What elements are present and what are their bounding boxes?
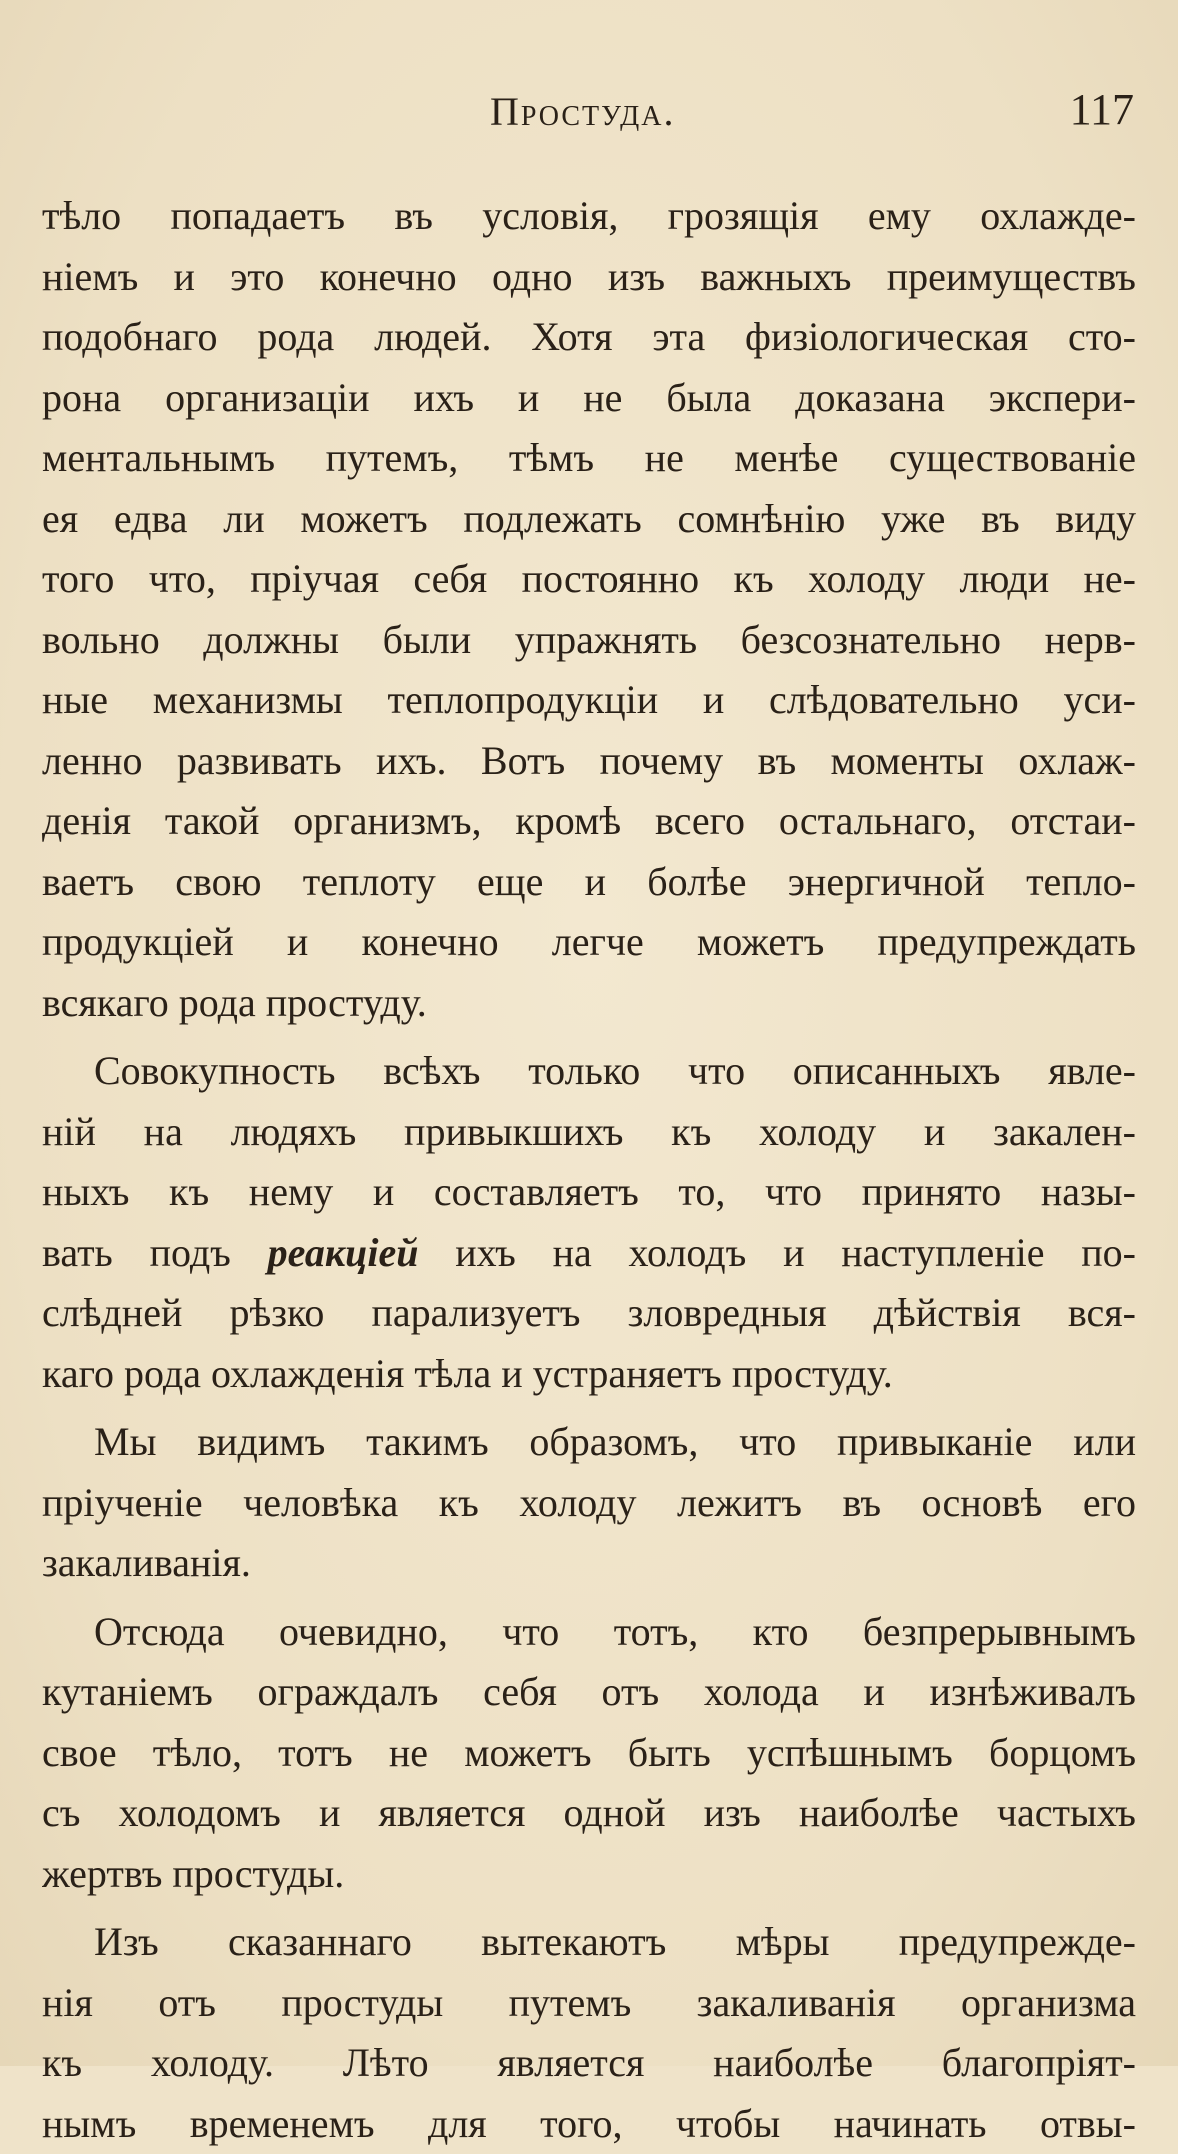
page-header <box>0 88 1178 148</box>
text-line: свое тѣло, тотъ не можетъ быть успѣшнымъ борцомъ <box>42 1723 1136 1784</box>
text-line: продукціей и конечно легче можетъ предупреждать <box>42 912 1136 973</box>
text-line: всякаго рода простуду. <box>42 973 1136 1034</box>
text-line: ленно развивать ихъ. Вотъ почему въ моменты охлаж- <box>42 731 1136 792</box>
text-line: закаливанія. <box>42 1533 1136 1594</box>
text-line: къ холоду. Лѣто является наиболѣе благопріят- <box>42 2033 1136 2094</box>
text-line: нія отъ простуды путемъ закаливанія организма <box>42 1973 1136 2034</box>
text-line: рона организаціи ихъ и не была доказана экспери- <box>42 368 1136 429</box>
page-number: 117 <box>1070 84 1134 135</box>
text-line: нымъ временемъ для того, чтобы начинать отвы- <box>42 2094 1136 2154</box>
text-line <box>42 1223 1136 1284</box>
text-line: вольно должны были упражнять безсознательно нерв- <box>42 610 1136 671</box>
text-line: ніемъ и это конечно одно изъ важныхъ преимуществъ <box>42 247 1136 308</box>
text-segment: вать подъ <box>42 1230 268 1275</box>
text-line: Мы видимъ такимъ образомъ, что привыканіе или <box>42 1412 1136 1473</box>
text-line: ея едва ли можетъ подлежать сомнѣнію уже въ виду <box>42 489 1136 550</box>
text-line: ній на людяхъ привыкшихъ къ холоду и закален- <box>42 1102 1136 1163</box>
text-line: слѣдней рѣзко парализуетъ зловредныя дѣйствія вся- <box>42 1283 1136 1344</box>
text-line: ваетъ свою теплоту еще и болѣе энергичной тепло- <box>42 852 1136 913</box>
running-title: Простуда. <box>490 88 675 135</box>
emphasized-term: реакціей <box>268 1230 419 1275</box>
text-line: подобнаго рода людей. Хотя эта физiологическая сто- <box>42 307 1136 368</box>
text-line: ныхъ къ нему и составляетъ то, что принято назы- <box>42 1162 1136 1223</box>
body-text <box>42 186 1136 2154</box>
text-line: денія такой организмъ, кромѣ всего остальнаго, отстаи- <box>42 791 1136 852</box>
text-segment: ихъ на холодъ и наступленіе по- <box>418 1230 1136 1275</box>
text-line: Изъ сказаннаго вытекаютъ мѣры предупрежде- <box>42 1912 1136 1973</box>
text-line: тѣло попадаетъ въ условія, грозящія ему охлажде- <box>42 186 1136 247</box>
text-line: того что, пріучая себя постоянно къ холоду люди не- <box>42 549 1136 610</box>
text-line: жертвъ простуды. <box>42 1844 1136 1905</box>
text-line: съ холодомъ и является одной изъ наиболѣе частыхъ <box>42 1783 1136 1844</box>
text-line: Совокупность всѣхъ только что описанныхъ явле- <box>42 1041 1136 1102</box>
text-line: пріученіе человѣка къ холоду лежитъ въ основѣ его <box>42 1473 1136 1534</box>
text-line: ментальнымъ путемъ, тѣмъ не менѣе существованіе <box>42 428 1136 489</box>
text-line: ные механизмы теплопродукціи и слѣдовательно уси- <box>42 670 1136 731</box>
text-line: каго рода охлажденія тѣла и устраняетъ простуду. <box>42 1344 1136 1405</box>
text-line: кутаніемъ ограждалъ себя отъ холода и изнѣживалъ <box>42 1662 1136 1723</box>
text-line: Отсюда очевидно, что тотъ, кто безпрерывнымъ <box>42 1602 1136 1663</box>
